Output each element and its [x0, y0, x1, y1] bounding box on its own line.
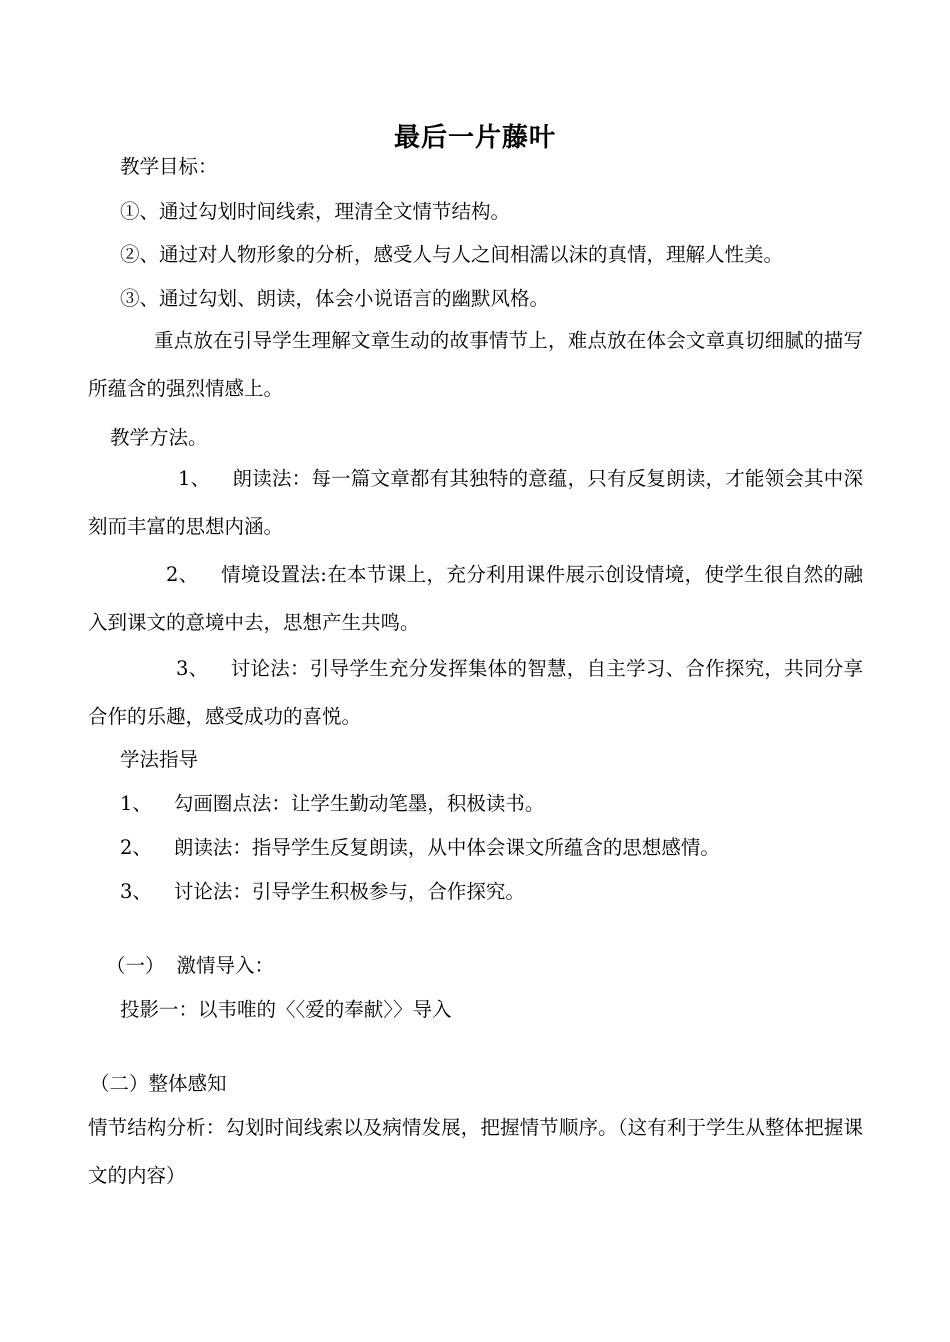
objective-item-2: ②、通过对人物形象的分析，感受人与人之间相濡以沫的真情，理解人性美。	[120, 243, 784, 266]
guidance-text: 勾画圈点法：让学生勤动笔墨，积极读书。	[173, 792, 545, 815]
section-two-paragraph: 情节结构分析：勾划时间线索以及病情发展，把握情节顺序。（这有利于学生从整体把握课文的内容）	[88, 1116, 863, 1187]
method-number: 3、	[176, 657, 209, 680]
guidance-number: 1、	[120, 792, 152, 815]
guidance-text: 朗读法：指导学生反复朗读，从中体会课文所蕴含的思想感情。	[173, 836, 720, 859]
section-number: （一）	[106, 954, 165, 977]
objective-item-1: ①、通过勾划时间线索，理清全文情节结构。	[120, 200, 511, 223]
guidance-item-1	[120, 789, 544, 819]
guidance-number: 3、	[120, 880, 152, 903]
guidance-item-2	[120, 833, 720, 863]
guidance-number: 2、	[120, 836, 152, 859]
objectives-heading: 教学目标：	[120, 155, 218, 178]
section-two-heading: （二）整体感知	[90, 1072, 227, 1095]
method-item-2	[88, 551, 863, 647]
document-title: 最后一片藤叶	[393, 123, 556, 153]
methods-heading: 教学方法。	[110, 426, 208, 449]
guidance-heading: 学法指导	[120, 748, 199, 771]
method-item-3	[88, 645, 863, 741]
objective-item-3: ③、通过勾划、朗读，体会小说语言的幽默风格。	[120, 287, 550, 310]
guidance-item-3	[120, 877, 525, 907]
section-one-heading	[106, 951, 274, 981]
method-item-1	[88, 455, 863, 551]
guidance-text: 讨论法：引导学生积极参与，合作探究。	[173, 880, 525, 903]
focus-paragraph: 重点放在引导学生理解文章生动的故事情节上，难点放在体会文章真切细腻的描写所蕴含的强烈情感上。	[88, 329, 863, 400]
section-one-line: 投影一：以韦唯的〈〈爱的奉献〉〉导入	[120, 998, 452, 1021]
method-text: 朗读法：每一篇文章都有其独特的意蕴，只有反复朗读，才能领会其中深刻而丰富的思想内涵。	[88, 467, 863, 538]
method-text: 情境设置法:在本节课上，充分利用课件展示创设情境，使学生很自然的融入到课文的意境中去，思想产生共鸣。	[88, 563, 863, 634]
method-number: 1、	[178, 467, 211, 490]
section-heading-text: 激情导入：	[176, 954, 275, 977]
method-number: 2、	[166, 563, 199, 586]
method-text: 讨论法：引导学生充分发挥集体的智慧，自主学习、合作探究，共同分享合作的乐趣，感受成功的喜悦。	[88, 657, 863, 728]
